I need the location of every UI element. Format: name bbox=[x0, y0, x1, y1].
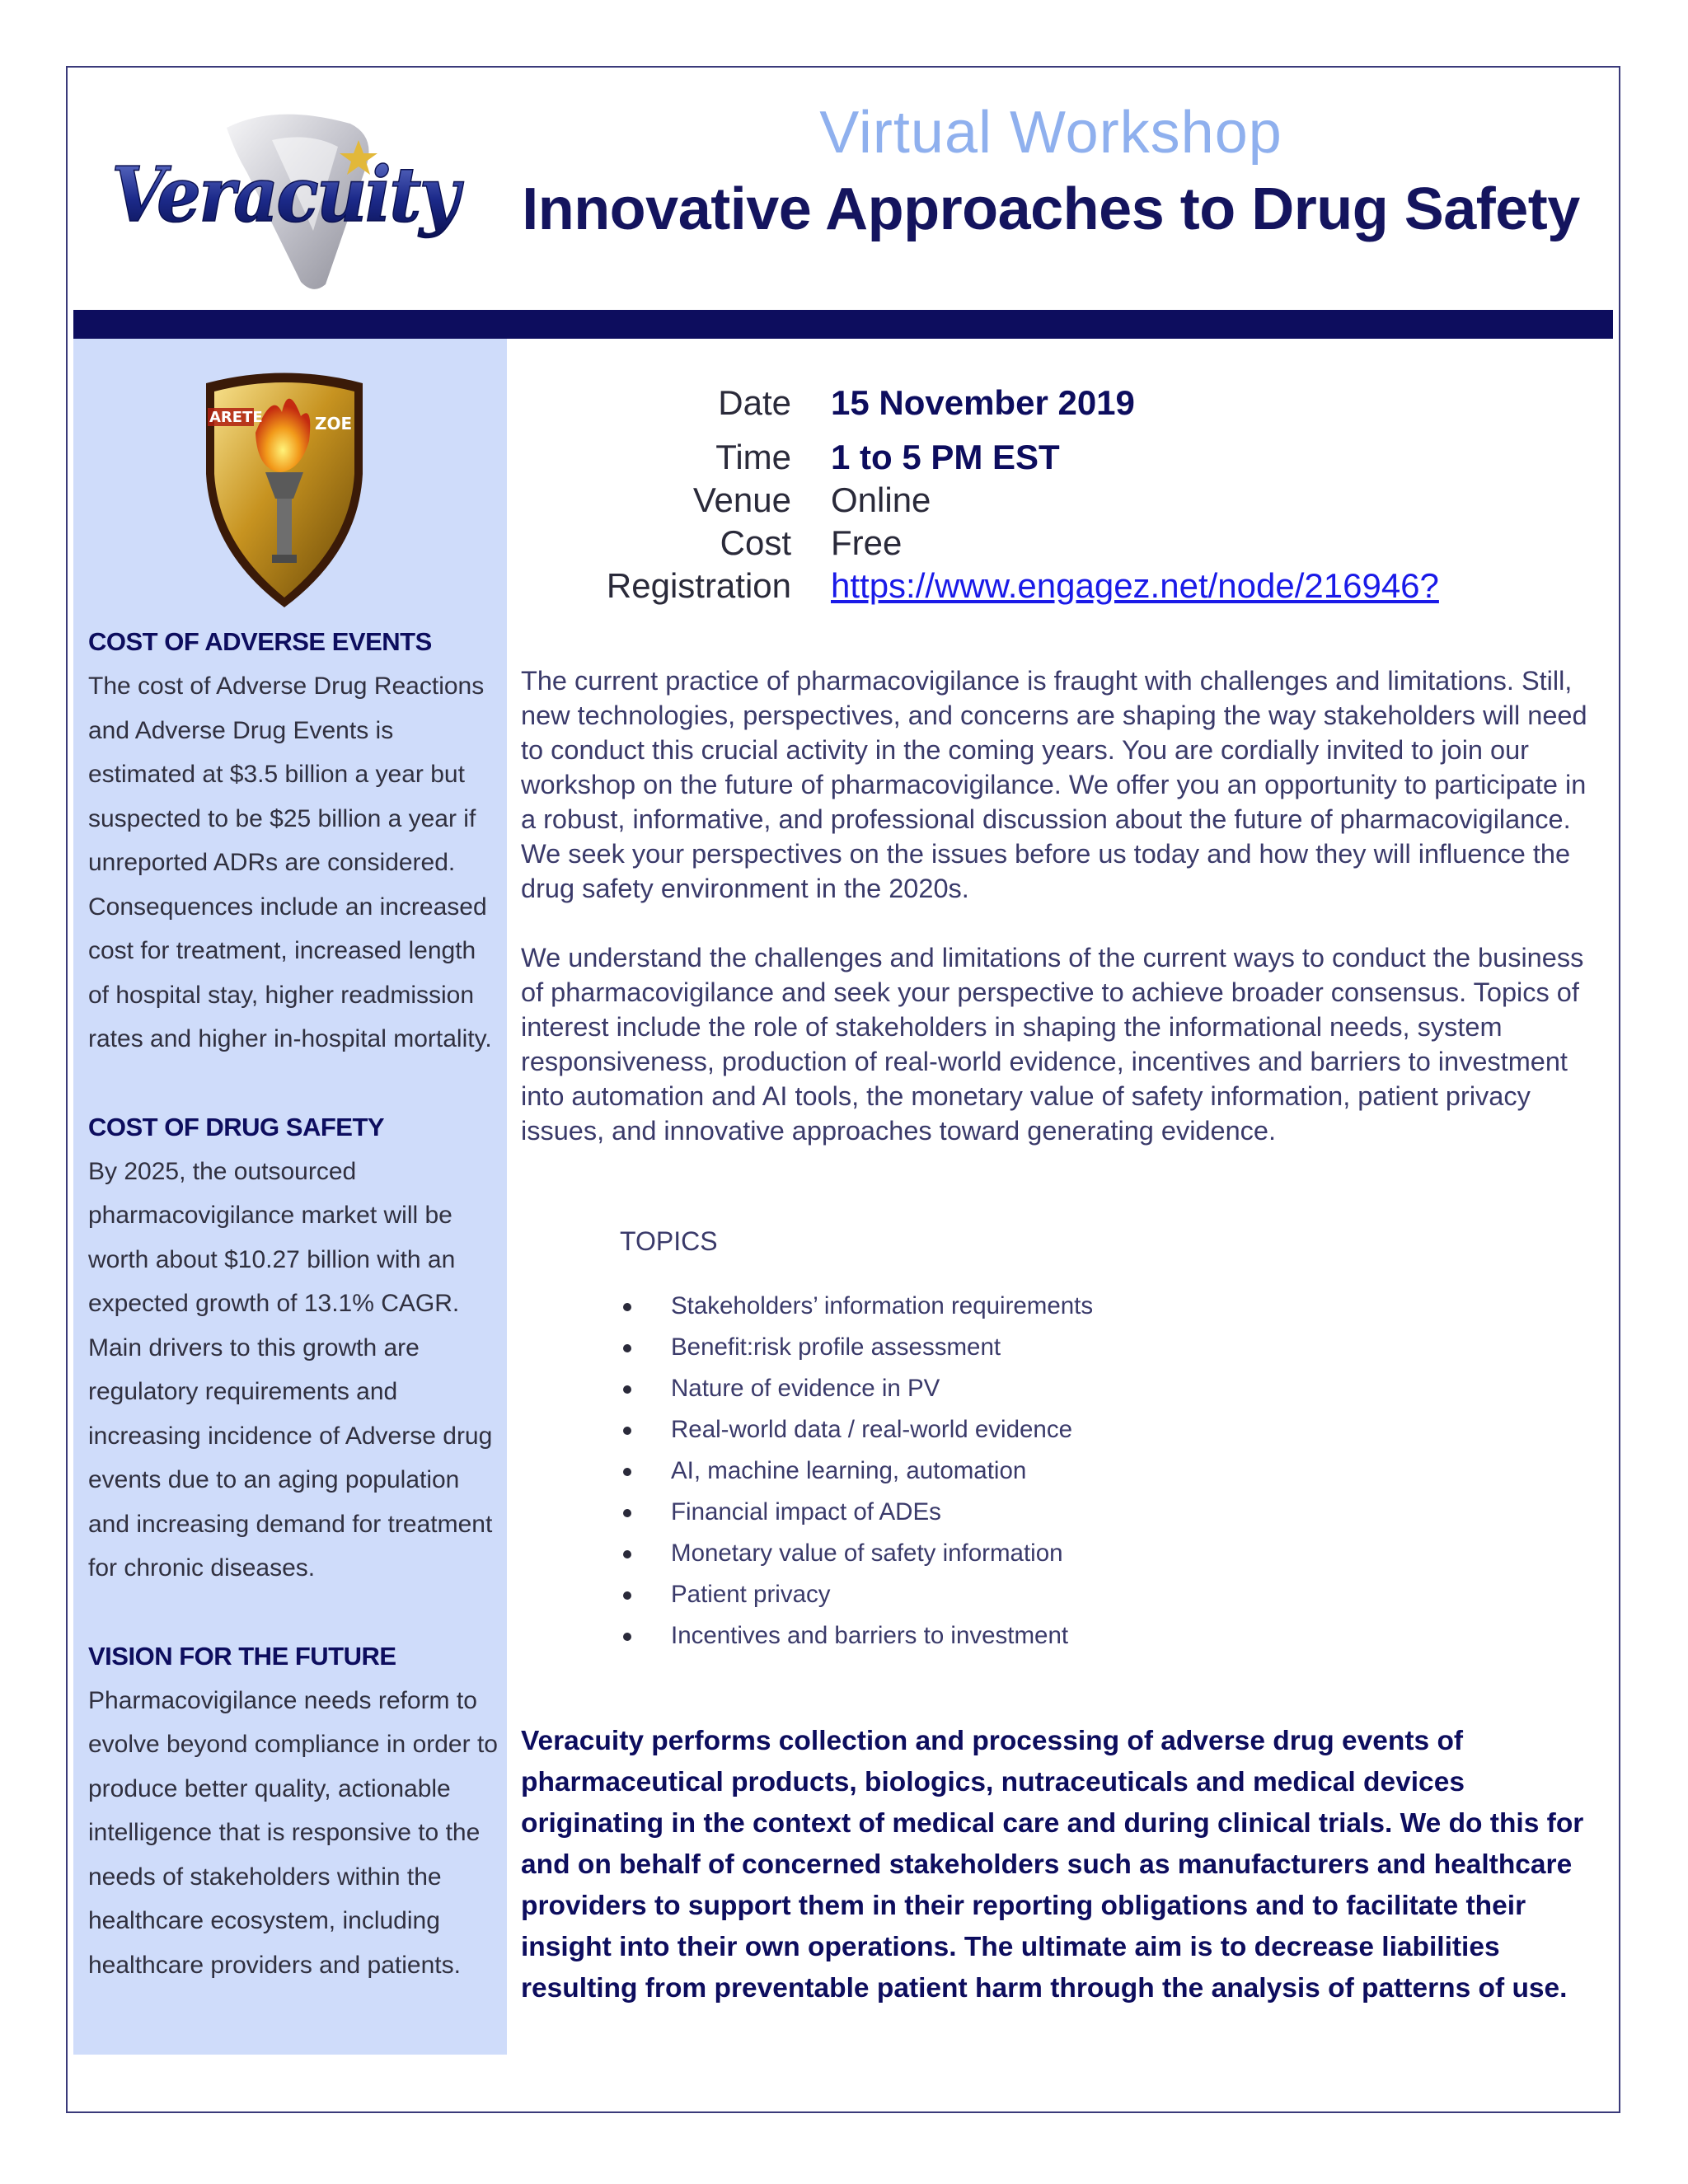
list-item: Patient privacy bbox=[620, 1574, 1093, 1615]
list-item: Real-world data / real-world evidence bbox=[620, 1409, 1093, 1451]
venue-value: Online bbox=[831, 480, 931, 519]
header-divider-band bbox=[73, 310, 1613, 339]
topics-list bbox=[620, 1286, 1093, 1657]
cost-value: Free bbox=[831, 523, 903, 562]
closing-statement: Veracuity performs collection and processing of adverse drug events of pharmaceutical products, biologics, nutraceuticals and medical devices originating in the context of medical care and during clinical trials. We do this for and on behalf of concerned stakeholders such as manufacturers and healthcare providers to support them in their reporting obligations and to facilitate their insight into their own operations. The ultimate aim is to decrease liabilities resulting from preventable patient harm through the analysis of patterns of use. bbox=[521, 1726, 1584, 2004]
intro-paragraph-1: The current practice of pharmacovigilance is fraught with challenges and limitations. Still, new technologies, perspectives, and concerns are shaping the way stakeholders will need to conduct this crucial activity in the coming years. You are cordially invited to join our workshop on the future of pharmacovigilance. We offer you an opportunity to participate in a robust, informative, and professional discussion about the future of pharmacovigilance. We seek your perspectives on the issues before us today and how they will influence the drug safety environment in the 2020s. bbox=[521, 666, 1587, 903]
sidebar-heading-vision: VISION FOR THE FUTURE bbox=[88, 1641, 396, 1671]
list-item: Nature of evidence in PV bbox=[620, 1368, 1093, 1409]
date-value: 15 November 2019 bbox=[831, 383, 1135, 422]
list-item: Financial impact of ADEs bbox=[620, 1492, 1093, 1533]
cost-label: Cost bbox=[720, 523, 791, 562]
workshop-type: Virtual Workshop bbox=[819, 100, 1282, 166]
shield-text-zoe: ZOE bbox=[315, 414, 353, 434]
logo-wordmark: Veracuity bbox=[111, 150, 464, 239]
venue-label: Venue bbox=[692, 480, 791, 519]
sidebar-text-adverse-events: The cost of Adverse Drug Reactions and Adverse Drug Events is estimated at $3.5 billion a year but suspected to be $25 billion a year if unreported ADRs are considered. Consequences include an increased cost for treatment, increased length of hospital stay, higher readmission rates and higher in-hospital mortality. bbox=[88, 673, 492, 1052]
time-value: 1 to 5 PM EST bbox=[831, 438, 1060, 476]
list-item: Benefit:risk profile assessment bbox=[620, 1327, 1093, 1368]
detail-row-cost bbox=[577, 523, 1607, 563]
page-title: Innovative Approaches to Drug Safety bbox=[522, 176, 1580, 242]
list-item: Incentives and barriers to investment bbox=[620, 1615, 1093, 1657]
sidebar-text-drug-safety: By 2025, the outsourced pharmacovigilance market will be worth about $10.27 billion with an expected growth of 13.1% CAGR. Main drivers to this growth are regulatory requirements and increasing incidence of Adverse drug events due to an aging population and increasing demand for treatment for chronic diseases. bbox=[88, 1157, 493, 1582]
arete-zoe-shield-emblem bbox=[198, 367, 371, 610]
detail-row-time bbox=[577, 438, 1607, 477]
sidebar-heading-adverse-events: COST OF ADVERSE EVENTS bbox=[88, 627, 432, 656]
shield-text-arete: ARETE bbox=[209, 409, 263, 426]
intro-paragraph-2: We understand the challenges and limitations of the current ways to conduct the business of pharmacovigilance and seek your perspective to achieve broader consensus. Topics of interest include the role of stakeholders in shaping the informational needs, system responsiveness, production of real-world evidence, incentives and barriers to investment into automation and AI tools, the monetary value of safety information, patient privacy issues, and innovative approaches toward generating evidence. bbox=[521, 943, 1584, 1146]
list-item: Stakeholders’ information requirements bbox=[620, 1286, 1093, 1327]
list-item: AI, machine learning, automation bbox=[620, 1451, 1093, 1492]
intro-text bbox=[521, 663, 1601, 1183]
event-details bbox=[577, 383, 1607, 606]
sidebar-text-vision: Pharmacovigilance needs reform to evolve beyond compliance in order to produce better quality, actionable intelligence that is responsive to the needs of stakeholders within the healthcare ecosystem, including healthcare providers and patients. bbox=[88, 1686, 498, 1979]
veracuity-logo bbox=[103, 107, 466, 297]
registration-label: Registration bbox=[606, 566, 791, 605]
date-label: Date bbox=[718, 383, 791, 422]
registration-link[interactable]: https://www.engagez.net/node/216946? bbox=[831, 566, 1439, 605]
detail-row-date bbox=[577, 383, 1607, 423]
time-label: Time bbox=[715, 438, 791, 476]
detail-row-venue bbox=[577, 480, 1607, 520]
list-item: Monetary value of safety information bbox=[620, 1533, 1093, 1574]
sidebar-heading-drug-safety: COST OF DRUG SAFETY bbox=[88, 1112, 385, 1141]
topics-title: TOPICS bbox=[620, 1226, 718, 1256]
detail-row-registration bbox=[577, 566, 1607, 606]
sidebar-content bbox=[88, 620, 500, 1987]
